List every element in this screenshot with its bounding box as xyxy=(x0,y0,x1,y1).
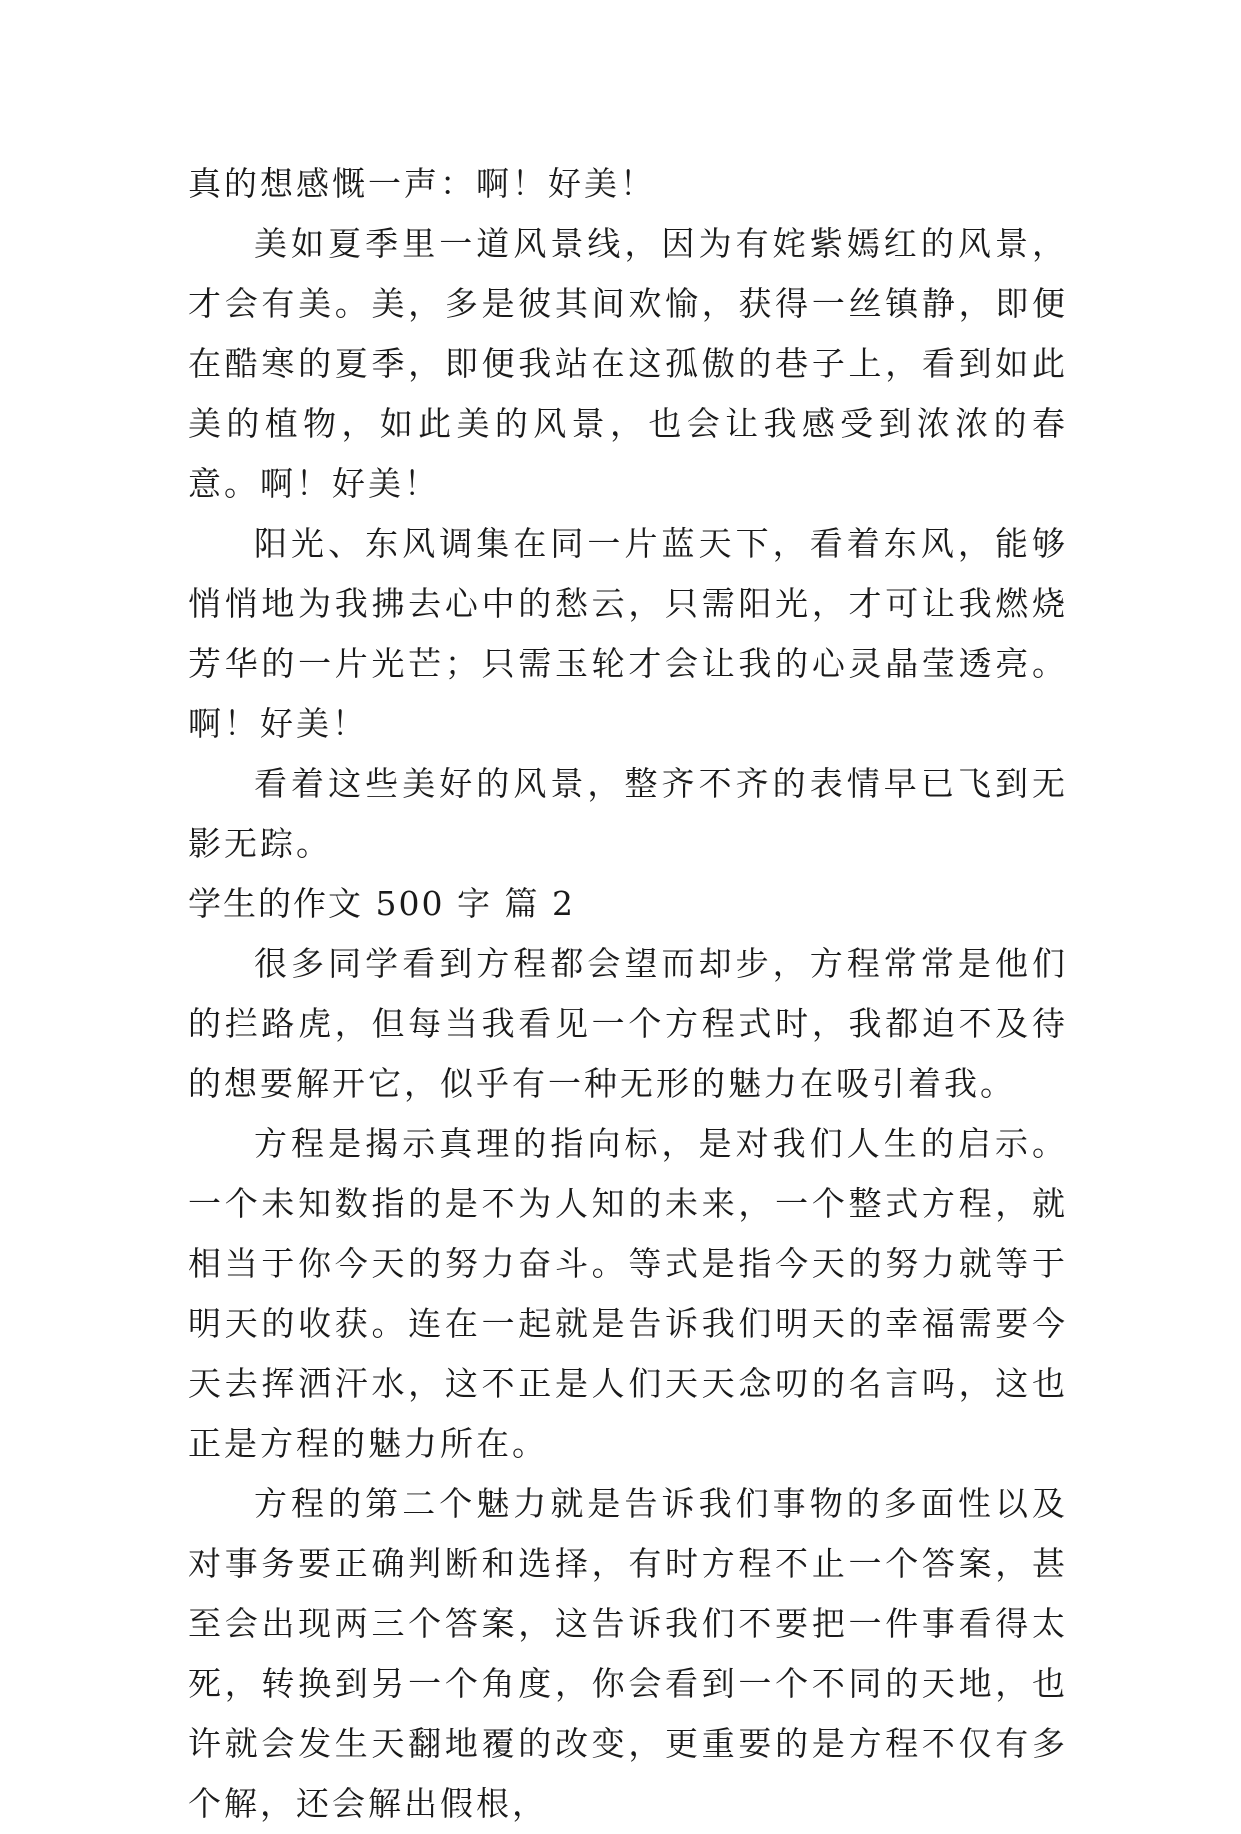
paragraph: 方程的第二个魅力就是告诉我们事物的多面性以及对事务要正确判断和选择，有时方程不止一个答案，甚至会出现两三个答案，这告诉我们不要把一件事看得太死，转换到另一个角度，你会看到一个不同的天地，也许就会发生天翻地覆的改变，更重要的是方程不仅有多个解，还会解出假根， xyxy=(188,1484,1068,1823)
document-body xyxy=(188,154,1068,1834)
paragraph: 看着这些美好的风景，整齐不齐的表情早已飞到无影无踪。 xyxy=(188,764,1068,863)
paragraph: 很多同学看到方程都会望而却步，方程常常是他们的拦路虎，但每当我看见一个方程式时，我都迫不及待的想要解开它，似乎有一种无形的魅力在吸引着我。 xyxy=(188,944,1068,1103)
paragraph: 阳光、东风调集在同一片蓝天下，看着东风，能够悄悄地为我拂去心中的愁云，只需阳光，才可让我燃烧芳华的一片光芒；只需玉轮才会让我的心灵晶莹透亮。啊！好美！ xyxy=(188,524,1068,743)
paragraph: 美如夏季里一道风景线，因为有姹紫嫣红的风景，才会有美。美，多是彼其间欢愉，获得一丝镇静，即便在酷寒的夏季，即便我站在这孤傲的巷子上，看到如此美的植物，如此美的风景，也会让我感受到浓浓的春意。啊！好美！ xyxy=(188,224,1068,503)
paragraph-continuation: 真的想感慨一声：啊！好美！ xyxy=(188,164,656,203)
paragraph: 方程是揭示真理的指向标，是对我们人生的启示。一个未知数指的是不为人知的未来，一个整式方程，就相当于你今天的努力奋斗。等式是指今天的努力就等于明天的收获。连在一起就是告诉我们明天的幸福需要今天去挥洒汗水，这不正是人们天天念叨的名言吗，这也正是方程的魅力所在。 xyxy=(188,1124,1068,1463)
section-heading: 学生的作文 500 字 篇 2 xyxy=(188,884,575,923)
